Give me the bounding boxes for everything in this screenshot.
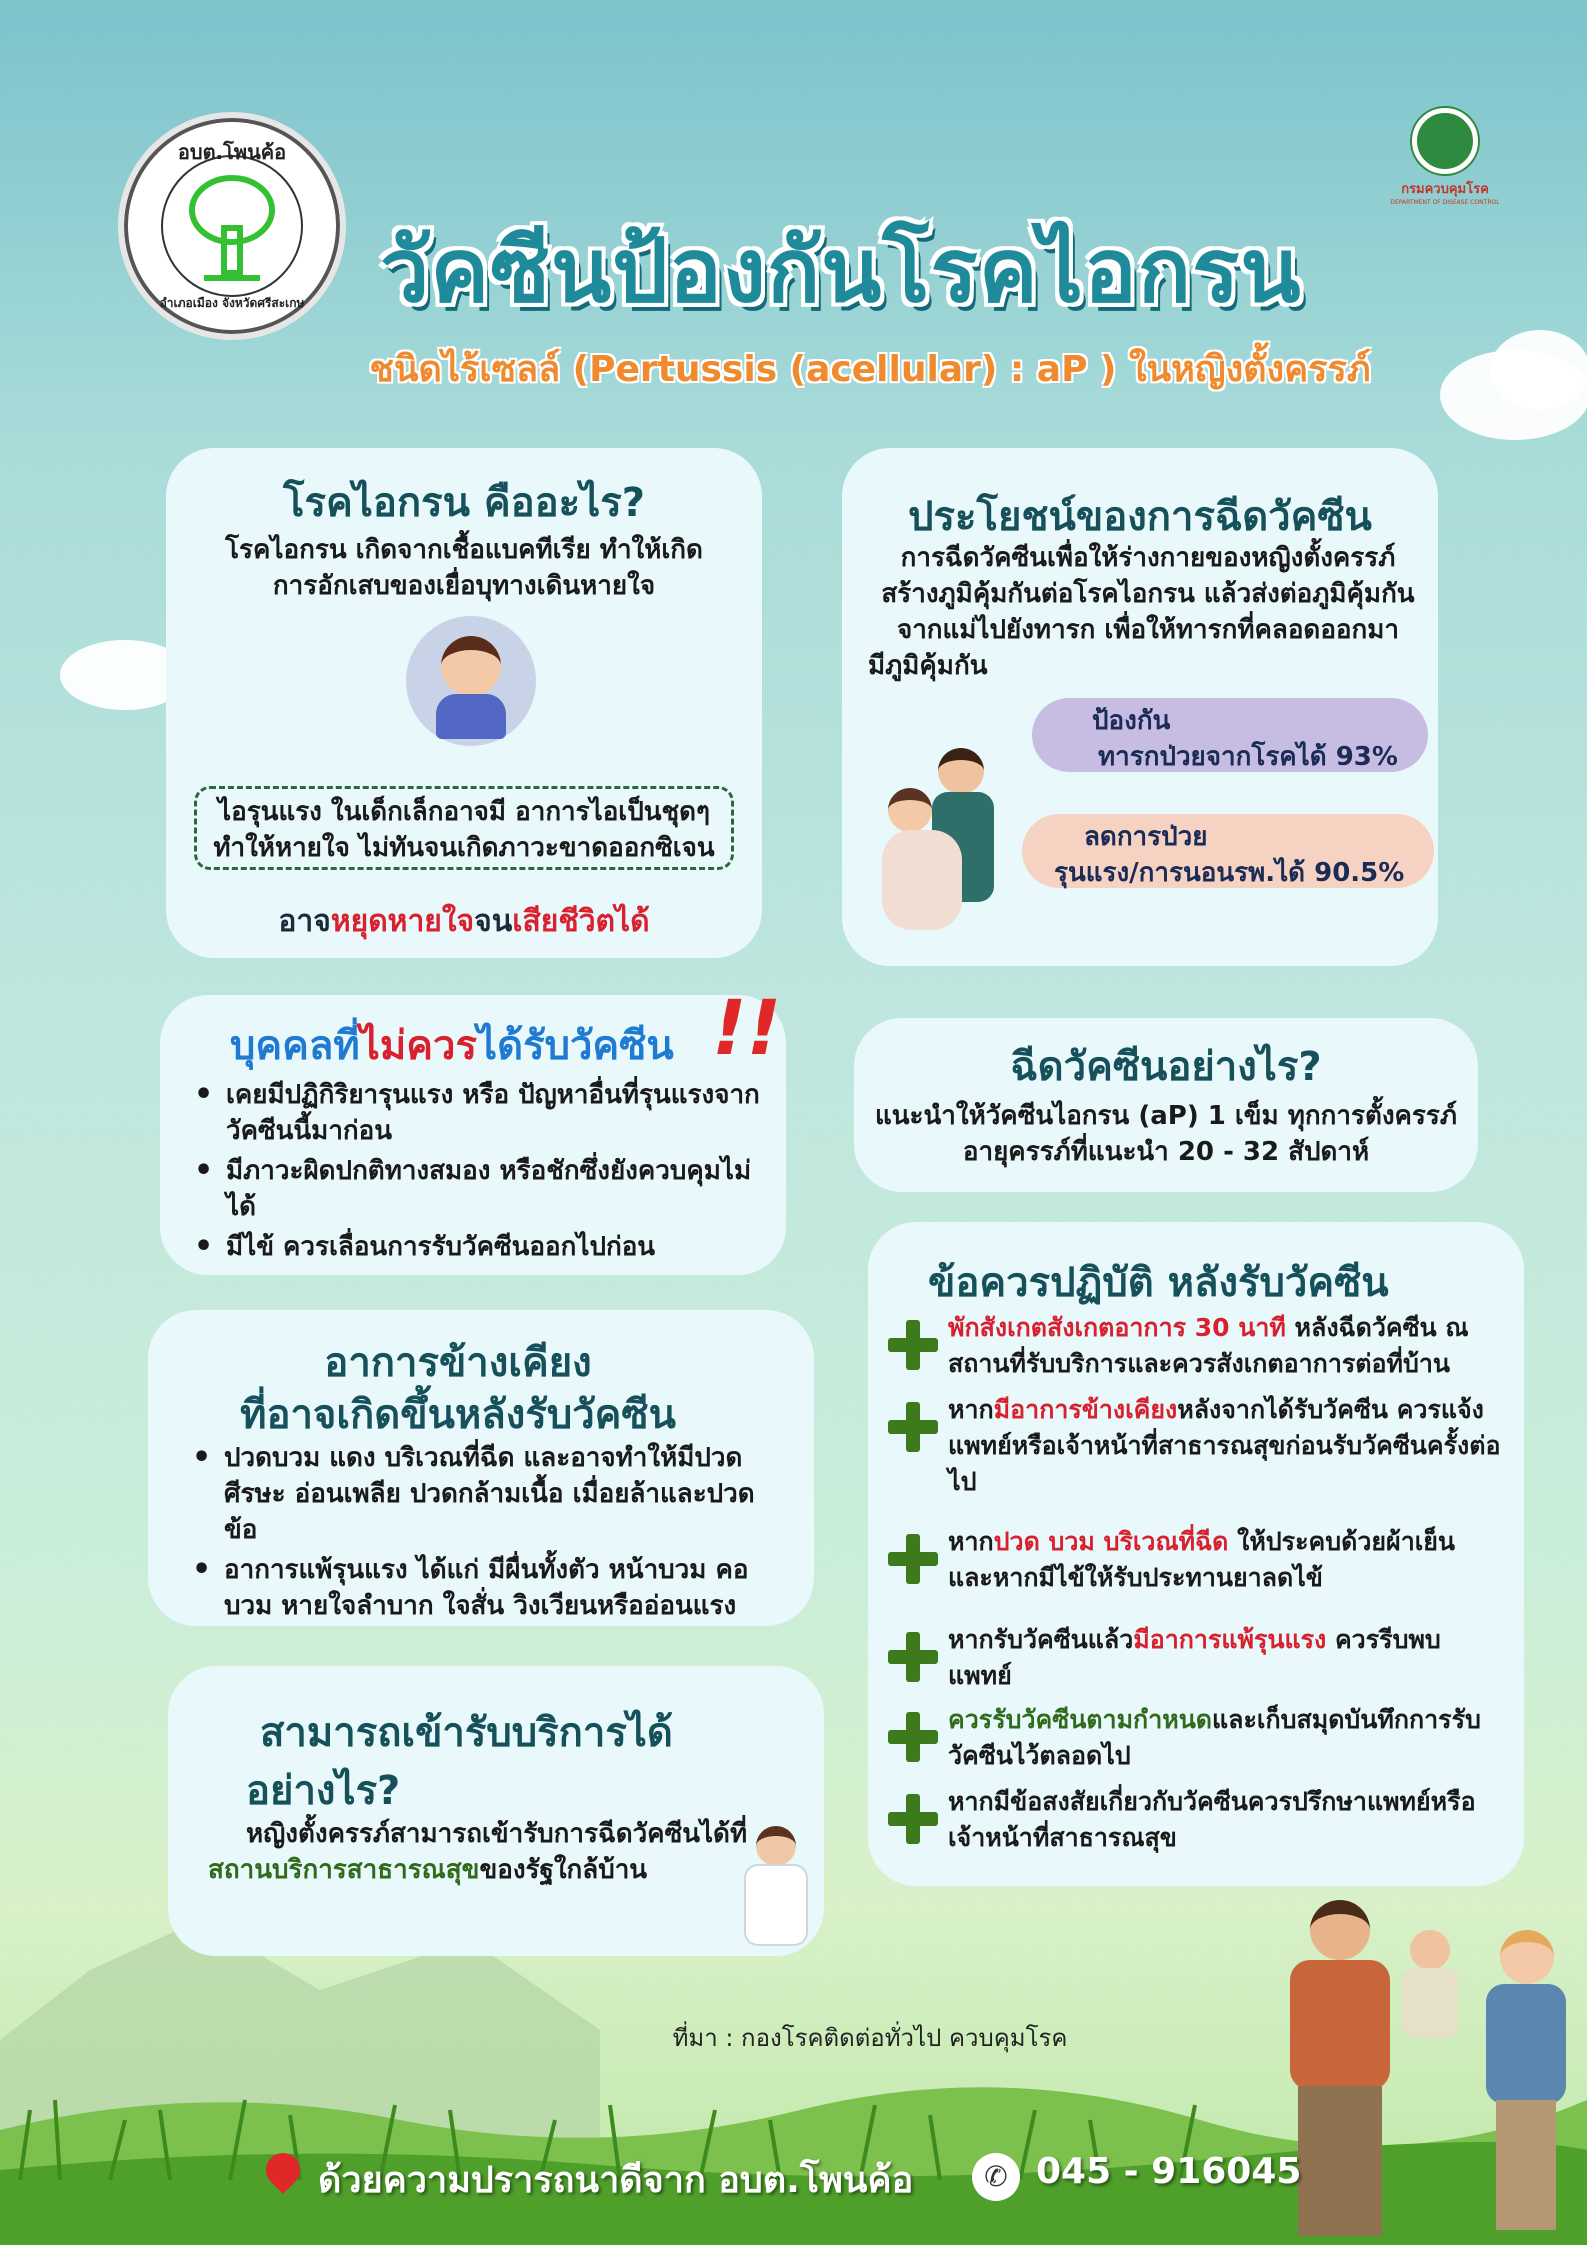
- severity-box: [194, 786, 734, 870]
- tip-1a: พักสังเกตสังเกตอาการ 30 นาที: [948, 1313, 1286, 1342]
- severity-line-2: ทำให้หายใจ ไม่ทันจนเกิดภาวะขาดออกซิเจน: [213, 833, 715, 863]
- access-line-2a: สถานบริการสาธารณสุข: [208, 1855, 480, 1885]
- how-to-card: [854, 1018, 1478, 1192]
- protect-bubble-title: ป้องกัน: [1092, 706, 1171, 736]
- warn-part-a: อาจ: [278, 904, 331, 939]
- reduce-bubble: [1022, 814, 1434, 888]
- warn-part-b: หยุดหายใจ: [330, 904, 475, 939]
- what-is-desc-1: โรคไอกรน เกิดจากเชื้อแบคทีเรีย ทำให้เกิด: [225, 535, 703, 565]
- page-subtitle: ชนิดไร้เซลล์ (Pertussis (acellular) : aP ) ในหญิงตั้งครรภ์: [369, 349, 1371, 390]
- access-card: [168, 1666, 824, 1956]
- after-care-tip-2: [948, 1392, 1504, 1500]
- what-is-card: [166, 448, 762, 958]
- side-effects-title-2: ที่อาจเกิดขึ้นหลังรับวัคซีน: [240, 1392, 676, 1438]
- tip-4c: ควรรีบพบแพทย์: [948, 1625, 1441, 1690]
- access-title-1: สามารถเข้ารับบริการได้: [260, 1710, 673, 1756]
- fatal-warning: [166, 898, 762, 945]
- reduce-bubble-text: รุนแรง/การนอนรพ.ได้ 90.5%: [1054, 858, 1405, 888]
- plus-icon: [888, 1320, 938, 1370]
- warn-part-c: จน: [474, 904, 513, 939]
- tip-4a: หากรับวัคซีนแล้ว: [948, 1625, 1134, 1654]
- benefits-line-3: จากแม่ไปยังทารก เพื่อให้ทารกที่คลอดออกมา: [896, 615, 1400, 645]
- benefits-line-1: การฉีดวัคซีนเพื่อให้ร่างกายของหญิงตั้งครรภ์: [900, 543, 1396, 573]
- page-title: วัคซีนป้องกันโรคไอกรน: [380, 219, 1302, 322]
- after-care-tip-5: [948, 1702, 1504, 1774]
- how-to-line-2: อายุครรภ์ที่แนะนำ 20 - 32 สัปดาห์: [962, 1137, 1370, 1167]
- footer-from: ด้วยความปรารถนาดีจาก อบต.โพนค้อ: [318, 2160, 914, 2201]
- tip-5b: และเก็บสมุดบันทึกการรับวัคซีนไว้ตลอดไป: [948, 1705, 1481, 1770]
- how-to-title: ฉีดวัคซีนอย่างไร?: [1010, 1044, 1322, 1090]
- tip-2b: มีอาการข้างเคียง: [993, 1395, 1178, 1424]
- tip-4b: มีอาการแพ้รุนแรง: [1133, 1625, 1327, 1654]
- doctor-illustration: [736, 1826, 816, 1946]
- footer-phone: 045 - 916045: [1036, 2151, 1302, 2192]
- not-eligible-title-c: ได้รับวัคซีน: [476, 1023, 674, 1069]
- plus-icon: [888, 1712, 938, 1762]
- pregnant-couple-illustration: [878, 748, 1018, 938]
- after-care-card: [868, 1222, 1524, 1886]
- ddc-logo-text-en: DEPARTMENT OF DISEASE CONTROL: [1390, 199, 1500, 206]
- severity-line-1: ไอรุนแรง ในเด็กเล็กอาจมี อาการไอเป็นชุดๆ: [218, 797, 710, 827]
- not-eligible-list: [190, 1077, 770, 1269]
- access-title-2: อย่างไร?: [246, 1768, 401, 1814]
- tip-3b: ปวด บวม บริเวณที่ฉีด: [993, 1527, 1229, 1556]
- what-is-desc-2: การอักเสบของเยื่อบุทางเดินหายใจ: [272, 571, 656, 601]
- plus-icon: [888, 1534, 938, 1584]
- access-line-2b: ของรัฐใกล้บ้าน: [479, 1855, 648, 1885]
- reduce-bubble-title: ลดการป่วย: [1084, 822, 1208, 852]
- not-eligible-card: [160, 983, 786, 1275]
- how-to-line-1: แนะนำให้วัคซีนไอกรน (aP) 1 เข็ม ทุกการตั้งครรภ์: [875, 1101, 1457, 1131]
- logo-bottom-text: อำเภอเมือง จังหวัดศรีสะเกษ: [159, 296, 305, 310]
- list-item: • ปวดบวม แดง บริเวณที่ฉีด และอาจทำให้มีปวดศีรษะ อ่อนเพลีย ปวดกล้ามเนื้อ เมื่อยล้าและปวดข้อ: [188, 1440, 788, 1548]
- obt-logo: [118, 112, 346, 340]
- list-item: • มีไข้ ควรเลื่อนการรับวัคซีนออกไปก่อน: [190, 1229, 770, 1265]
- side-effects-card: [148, 1310, 814, 1626]
- benefits-line-2: สร้างภูมิคุ้มกันต่อโรคไอกรน แล้วส่งต่อภูมิคุ้มกัน: [881, 579, 1415, 609]
- not-eligible-title-b: ไม่ควร: [359, 1023, 477, 1069]
- what-is-title: โรคไอกรน คืออะไร?: [283, 480, 645, 526]
- tip-3a: หาก: [948, 1527, 994, 1556]
- benefits-text: [868, 540, 1428, 684]
- list-item: • มีภาวะผิดปกติทางสมอง หรือชักซึ่งยังควบคุมไม่ได้: [190, 1153, 770, 1225]
- after-care-tip-4: [948, 1622, 1504, 1694]
- not-eligible-title-a: บุคคลที่: [230, 1023, 360, 1069]
- after-care-tip-1: [948, 1310, 1504, 1382]
- exclamation-icon: !!: [712, 983, 782, 1072]
- access-line-2: [208, 1852, 647, 1888]
- plus-icon: [888, 1402, 938, 1452]
- benefits-line-4: มีภูมิคุ้มกัน: [868, 651, 988, 681]
- after-care-tip-3: [948, 1524, 1504, 1596]
- protect-bubble-text: ทารกป่วยจากโรคได้ 93%: [1098, 742, 1398, 772]
- protect-bubble: [1032, 698, 1428, 772]
- benefits-title: ประโยชน์ของการฉีดวัคซีน: [908, 494, 1372, 540]
- warn-part-d: เสียชีวิตได้: [512, 904, 650, 939]
- access-line-1: หญิงตั้งครรภ์สามารถเข้ารับการฉีดวัคซีนได้ที่: [246, 1819, 748, 1849]
- plus-icon: [888, 1632, 938, 1682]
- cloud-top-right-2: [1490, 330, 1587, 410]
- side-effects-list: [188, 1440, 788, 1628]
- tip-2a: หาก: [948, 1395, 994, 1424]
- list-item: • อาการแพ้รุนแรง ได้แก่ มีผื่นทั้งตัว หน้าบวม คอบวม หายใจลำบาก ใจสั่น วิงเวียนหรืออ่อนแรง: [188, 1552, 788, 1624]
- tip-5a: ควรรับวัคซีนตามกำหนด: [948, 1705, 1213, 1734]
- footer: [0, 2145, 1587, 2225]
- logo-top-text: อบต.โพนค้อ: [177, 140, 287, 164]
- source-note: ที่มา : กองโรคติดต่อทั่วไป ควบคุมโรค: [672, 2024, 1068, 2052]
- tip-1b: หลังฉีดวัคซีน ณ สถานที่รับบริการและควรสังเกตอาการต่อที่บ้าน: [948, 1313, 1469, 1378]
- not-eligible-title: [230, 1013, 710, 1077]
- after-care-tip-6: หากมีข้อสงสัยเกี่ยวกับวัคซีนควรปรึกษาแพทย์หรือเจ้าหน้าที่สาธารณสุข: [948, 1787, 1476, 1852]
- ddc-logo-text: กรมควบคุมโรค: [1401, 182, 1489, 197]
- ddc-logo: [1390, 108, 1500, 218]
- after-care-title: ข้อควรปฏิบัติ หลังรับวัคซีน: [928, 1260, 1389, 1306]
- list-item: • เคยมีปฏิกิริยารุนแรง หรือ ปัญหาอื่นที่รุนแรงจากวัคซีนนี้มาก่อน: [190, 1077, 770, 1149]
- ddc-emblem-icon: [1412, 108, 1478, 174]
- side-effects-title-1: อาการข้างเคียง: [324, 1340, 592, 1386]
- coughing-child-illustration: [406, 616, 536, 746]
- tip-2c: หลังจากได้รับวัคซีน ควรแจ้งแพทย์หรือเจ้าหน้าที่สาธารณสุขก่อนรับวัคซีนครั้งต่อไป: [948, 1395, 1501, 1496]
- phone-icon: ✆: [972, 2153, 1020, 2201]
- location-pin-icon: [259, 2146, 307, 2194]
- benefits-card: [842, 448, 1438, 966]
- tip-3c: ให้ประคบด้วยผ้าเย็น และหากมีไข้ให้รับประทานยาลดไข้: [948, 1527, 1456, 1592]
- plus-icon: [888, 1794, 938, 1844]
